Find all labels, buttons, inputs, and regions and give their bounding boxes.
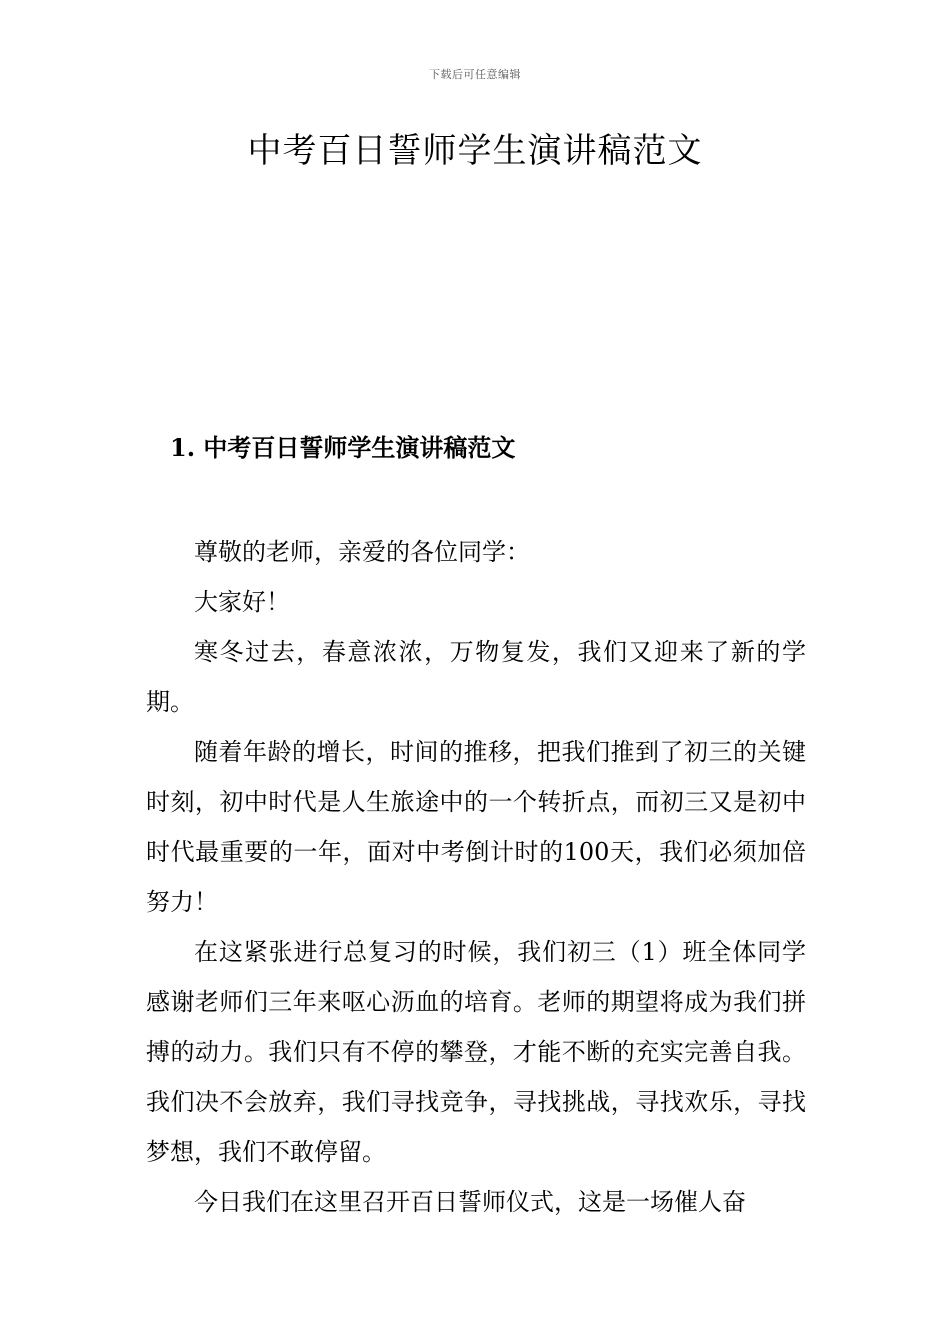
paragraph-greeting: 大家好！ [194, 588, 290, 616]
paragraph-salutation: 尊敬的老师，亲爱的各位同学： [194, 538, 530, 566]
paragraph: 寒冬过去，春意浓浓，万物复发，我们又迎来了新的学期。 [146, 638, 806, 716]
document-body [146, 527, 806, 1227]
paragraph: 随着年龄的增长，时间的推移，把我们推到了初三的关键时刻，初中时代是人生旅途中的一个转折点，而初三又是初中时代最重要的一年，面对中考倒计时的100天，我们必须加倍努力！ [146, 738, 806, 916]
header-note: 下载后可任意编辑 [429, 68, 521, 81]
document-title: 中考百日誓师学生演讲稿范文 [247, 131, 703, 171]
paragraph: 今日我们在这里召开百日誓师仪式，这是一场催人奋 [194, 1188, 746, 1216]
section-heading: 1. 中考百日誓师学生演讲稿范文 [170, 433, 516, 462]
paragraph: 在这紧张进行总复习的时候，我们初三（1）班全体同学感谢老师们三年来呕心沥血的培育。老师的期望将成为我们拼搏的动力。我们只有不停的攀登，才能不断的充实完善自我。我们决不会放弃，我们寻找竞争，寻找挑战，寻找欢乐，寻找梦想，我们不敢停留。 [146, 938, 806, 1166]
